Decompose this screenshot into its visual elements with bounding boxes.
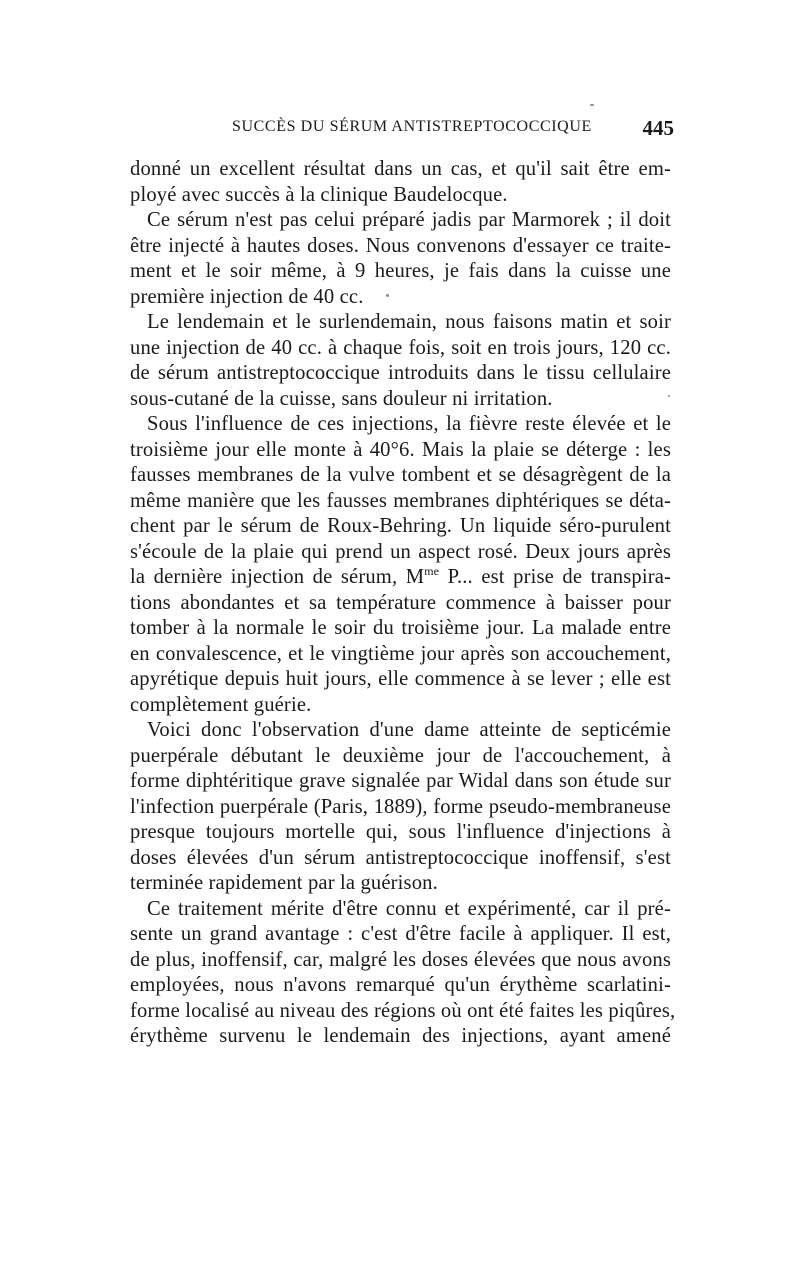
text-line: chent par le sérum de Roux-Behring. Un liquide séro-purulent (130, 515, 671, 537)
paragraph (130, 412, 671, 718)
superscript: me (424, 564, 440, 578)
text-line: même manière que les fausses membranes diphtériques se déta- (130, 489, 671, 512)
paragraph (130, 310, 671, 412)
text-line: érythème survenu le lendemain des injections, ayant amené (130, 1025, 671, 1047)
text-segment: P... est prise de transpira- (439, 566, 671, 588)
text-line: apyrétique depuis huit jours, elle commence à se lever ; elle est (130, 668, 671, 690)
text-line: s'écoule de la plaie qui prend un aspect rosé. Deux jours après (130, 540, 671, 563)
text-line: puerpérale débutant le deuxième jour de l'accouchement, à (130, 744, 671, 767)
text-line: Ce sérum n'est pas celui préparé jadis par Marmorek ; il doit (147, 209, 671, 231)
print-speck (590, 104, 594, 106)
text-line: ment et le soir même, à 9 heures, je fais dans la cuisse une (130, 260, 671, 282)
text-line: forme localisé au niveau des régions où ont été faites les piqûres, (130, 999, 676, 1022)
text-line: donné un excellent résultat dans un cas, et qu'il sait être em- (130, 158, 671, 180)
text-line: de sérum antistreptococcique introduits dans le tissu cellulaire (130, 362, 671, 384)
text-segment: abondantes et sa température commence à baisser pour (180, 591, 671, 614)
paragraph (130, 208, 671, 310)
text-line: sous-cutané de la cuisse, sans douleur ni irritation. (130, 387, 553, 410)
paragraph (130, 897, 676, 1050)
text-line: terminée rapidement par la guérison. (130, 872, 438, 894)
text-line: Le lendemain et le surlendemain, nous faisons matin et soir (147, 311, 671, 333)
text-line: première injection de 40 cc. (130, 285, 364, 308)
text-line: Ce traitement mérite d'être connu et expérimenté, car il pré- (147, 897, 671, 920)
text-line: tomber à la normale le soir du troisième jour. La malade entre (130, 617, 671, 639)
text-line (130, 591, 671, 617)
running-header (130, 118, 680, 142)
text-segment: tions (130, 591, 181, 614)
text-line: ployé avec succès à la clinique Baudelocque. (130, 183, 508, 206)
text-line-with-superscript (130, 565, 671, 591)
print-speck (386, 294, 389, 297)
page-number: 445 (642, 116, 674, 140)
text-line: une injection de 40 cc. à chaque fois, soit en trois jours, 120 cc. (130, 336, 671, 359)
text-line: doses élevées d'un sérum antistreptococcique inoffensif, s'est (130, 846, 671, 869)
text-line: fausses membranes de la vulve tombent et se désagrègent de la (130, 464, 671, 486)
text-line: complètement guérie. (130, 693, 312, 716)
text-segment: la dernière injection de sérum, M (130, 566, 425, 588)
text-line: employées, nous n'avons remarqué qu'un érythème scarlatini- (130, 974, 671, 996)
text-line: en convalescence, et le vingtième jour après son accouchement, (130, 642, 671, 665)
text-line: Sous l'influence de ces injections, la fièvre reste élevée et le (147, 413, 671, 435)
paragraph (130, 718, 671, 897)
paragraph (130, 157, 671, 208)
text-line: forme diphtéritique grave signalée par Widal dans son étude sur (130, 770, 671, 792)
text-line: sente un grand avantage : c'est d'être facile à appliquer. Il est, (130, 923, 671, 945)
running-title: SUCCÈS DU SÉRUM ANTISTREPTOCOCCIQUE (232, 118, 592, 135)
text-line: être injecté à hautes doses. Nous convenons d'essayer ce traite- (130, 234, 671, 257)
text-line: presque toujours mortelle qui, sous l'influence d'injections à (130, 821, 671, 843)
body-text (130, 157, 676, 1050)
print-speck (668, 395, 670, 397)
text-line: Voici donc l'observation d'une dame atteinte de septicémie (147, 719, 671, 741)
text-line: troisième jour elle monte à 40°6. Mais la plaie se déterge : les (130, 438, 671, 461)
text-line: l'infection puerpérale (Paris, 1889), forme pseudo-membraneuse (130, 795, 671, 818)
text-line: de plus, inoffensif, car, malgré les doses élevées que nous avons (130, 948, 671, 971)
